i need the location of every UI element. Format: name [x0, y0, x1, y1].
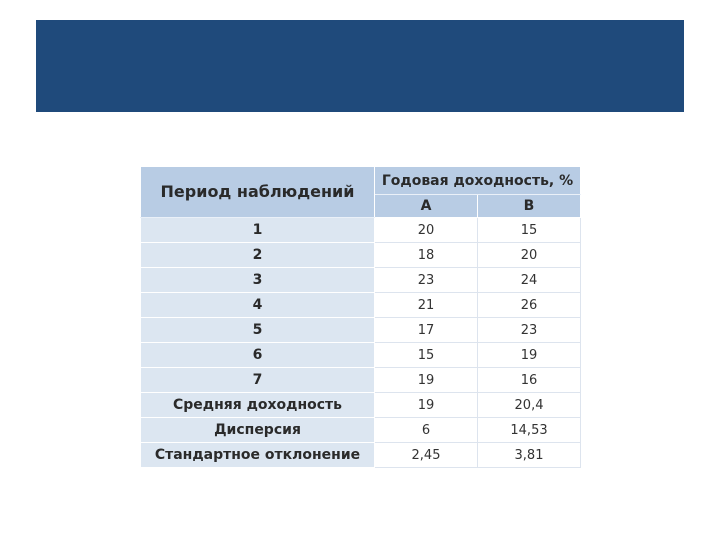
table-row [141, 368, 581, 393]
row-label: Дисперсия [141, 418, 375, 443]
value-a-cell: 23 [375, 268, 478, 293]
table-row [141, 293, 581, 318]
value-b-cell: 23 [478, 318, 581, 343]
table-row [141, 243, 581, 268]
returns-table-container [140, 166, 580, 468]
value-a-cell: 19 [375, 368, 478, 393]
row-label: 6 [141, 343, 375, 368]
value-b-cell: 20 [478, 243, 581, 268]
value-a-cell: 21 [375, 293, 478, 318]
value-a-cell: 17 [375, 318, 478, 343]
value-a-cell: 15 [375, 343, 478, 368]
table-row [141, 443, 581, 468]
table-row [141, 268, 581, 293]
row-label: 1 [141, 218, 375, 243]
value-b-cell: 14,53 [478, 418, 581, 443]
value-b-cell: 3,81 [478, 443, 581, 468]
table-row [141, 343, 581, 368]
value-b-cell: 15 [478, 218, 581, 243]
row-label: 4 [141, 293, 375, 318]
value-a-cell: 18 [375, 243, 478, 268]
value-a-cell: 19 [375, 393, 478, 418]
col-a-header: А [375, 195, 478, 218]
value-b-cell: 19 [478, 343, 581, 368]
value-b-cell: 24 [478, 268, 581, 293]
row-label: 2 [141, 243, 375, 268]
value-a-cell: 20 [375, 218, 478, 243]
yield-header: Годовая доходность, % [375, 167, 581, 195]
table-row [141, 393, 581, 418]
value-b-cell: 26 [478, 293, 581, 318]
table-body [141, 218, 581, 468]
value-b-cell: 20,4 [478, 393, 581, 418]
value-a-cell: 2,45 [375, 443, 478, 468]
table-row [141, 218, 581, 243]
title-bar [36, 20, 684, 112]
returns-table [140, 166, 581, 468]
row-label: Стандартное отклонение [141, 443, 375, 468]
row-label: 7 [141, 368, 375, 393]
table-row [141, 318, 581, 343]
col-b-header: В [478, 195, 581, 218]
period-header: Период наблюдений [141, 167, 375, 218]
row-label: Средняя доходность [141, 393, 375, 418]
value-a-cell: 6 [375, 418, 478, 443]
row-label: 5 [141, 318, 375, 343]
row-label: 3 [141, 268, 375, 293]
value-b-cell: 16 [478, 368, 581, 393]
table-row [141, 418, 581, 443]
